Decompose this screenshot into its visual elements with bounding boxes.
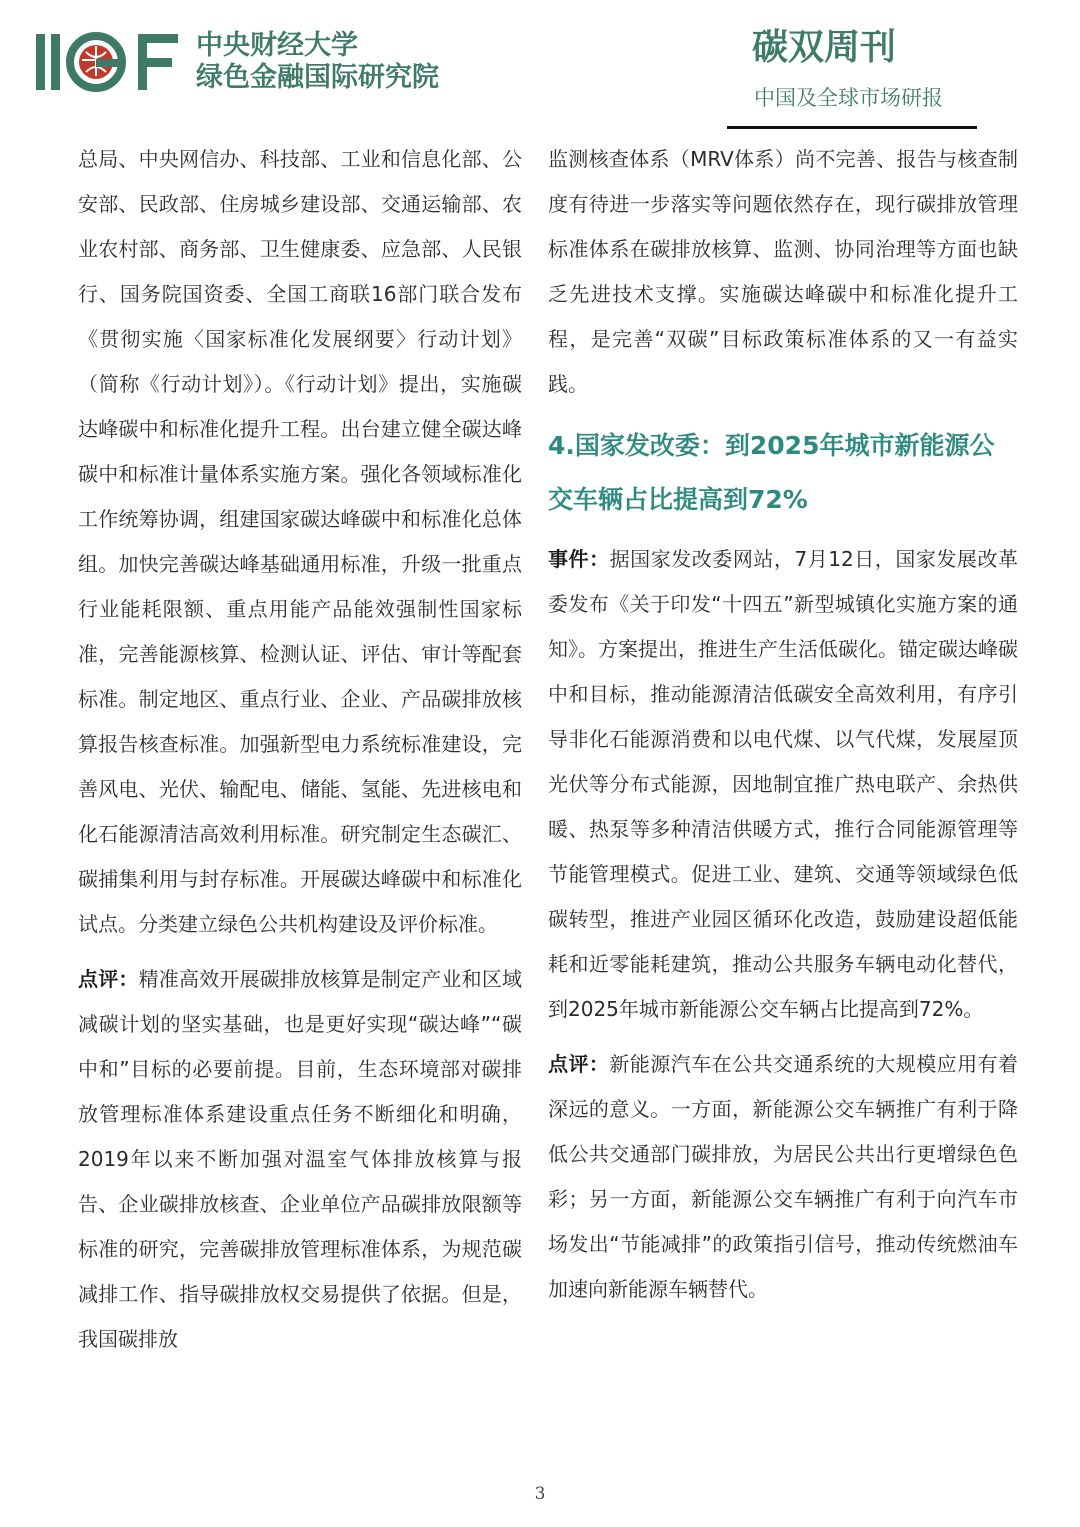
comment-label: 点评：	[548, 1052, 610, 1076]
header-divider	[727, 126, 977, 129]
page-number: 3	[534, 1484, 546, 1504]
iigf-logo-icon	[34, 30, 184, 94]
comment-text: 新能源汽车在公共交通系统的大规模应用有着深远的意义。一方面，新能源公交车辆推广有利于降低公共交通部门碳排放，为居民公共出行更增绿色色彩；另一方面，新能源公交车辆推广有利于向汽车市场发出“节能减排”的政策指引信号，推动传统燃油车加速向新能源车辆替代。	[548, 1052, 1019, 1301]
publication-title: 碳双周刊	[752, 27, 897, 68]
left-column	[78, 137, 522, 1362]
event-text: 据国家发改委网站，7月12日，国家发展改革委发布《关于印发“十四五”新型城镇化实施方案的通知》。方案提出，推进生产生活低碳化。锚定碳达峰碳中和目标，推动能源清洁低碳安全高效利用，有序引导非化石能源消费和以电代煤、以气代煤，发展屋顶光伏等分布式能源，因地制宜推广热电联产、余热供暖、热泵等多种清洁供暖方式，推行合同能源管理等节能管理模式。促进工业、建筑、交通等领域绿色低碳转型，推进产业园区循环化改造，鼓励建设超低能耗和近零能耗建筑，推动公共服务车辆电动化替代，到2025年城市新能源公交车辆占比提高到72%。	[548, 547, 1019, 1021]
left-comment-paragraph	[78, 957, 522, 1362]
comment-text: 精准高效开展碳排放核算是制定产业和区域减碳计划的坚实基础，也是更好实现“碳达峰”“碳中和”目标的必要前提。目前，生态环境部对碳排放管理标准体系建设重点任务不断细化和明确，2019年以来不断加强对温室气体排放核算与报告、企业碳排放核查、企业单位产品碳排放限额等标准的研究，完善碳排放管理标准体系，为规范碳减排工作、指导碳排放权交易提供了依据。但是，我国碳排放	[78, 967, 523, 1351]
section-heading: 4.国家发改委：到2025年城市新能源公交车辆占比提高到72%	[548, 431, 995, 514]
page-header	[0, 0, 1080, 140]
comment-label: 点评：	[78, 967, 139, 991]
right-paragraph: 监测核查体系（MRV体系）尚不完善、报告与核查制度有待进一步落实等问题依然存在，现行碳排放管理标准体系在碳排放核算、监测、协同治理等方面也缺乏先进技术支撑。实施碳达峰碳中和标准化提升工程，是完善“双碳”目标政策标准体系的又一有益实践。	[548, 147, 1018, 396]
right-comment-paragraph	[548, 1042, 1018, 1312]
org-name-line2: 绿色金融国际研究院	[196, 62, 439, 93]
right-column	[548, 137, 1018, 1312]
event-label: 事件：	[548, 547, 610, 571]
org-name-line1: 中央财经大学	[196, 30, 358, 61]
organization-name	[196, 30, 439, 94]
publication-subtitle: 中国及全球市场研报	[754, 86, 943, 110]
event-paragraph	[548, 537, 1018, 1032]
left-paragraph: 总局、中央网信办、科技部、工业和信息化部、公安部、民政部、住房城乡建设部、交通运输部、农业农村部、商务部、卫生健康委、应急部、人民银行、国务院国资委、全国工商联16部门联合发布《贯彻实施〈国家标准化发展纲要〉行动计划》（简称《行动计划》）。《行动计划》提出，实施碳达峰碳中和标准化提升工程。出台建立健全碳达峰碳中和标准计量体系实施方案。强化各领域标准化工作统筹协调，组建国家碳达峰碳中和标准化总体组。加快完善碳达峰基础通用标准，升级一批重点行业能耗限额、重点用能产品能效强制性国家标准，完善能源核算、检测认证、评估、审计等配套标准。制定地区、重点行业、企业、产品碳排放核算报告核查标准。加强新型电力系统标准建设，完善风电、光伏、输配电、储能、氢能、先进核电和化石能源清洁高效利用标准。研究制定生态碳汇、碳捕集利用与封存标准。开展碳达峰碳中和标准化试点。分类建立绿色公共机构建设及评价标准。	[78, 147, 522, 936]
